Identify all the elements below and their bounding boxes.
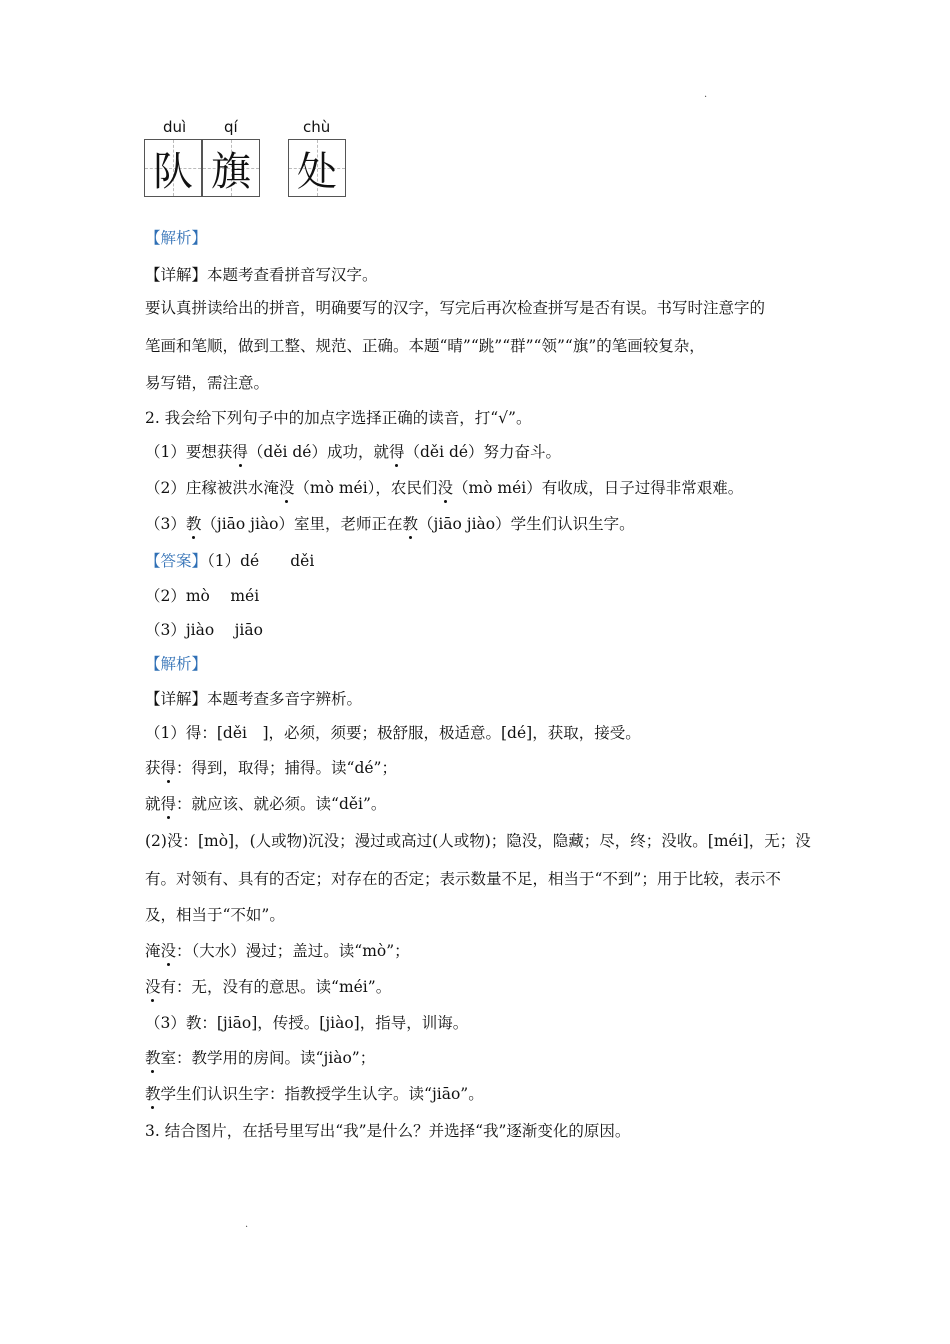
dotted-char: 没 xyxy=(437,479,453,497)
answer-label: 【答案】 xyxy=(145,552,208,570)
detail-text: 【详解】本题考查看拼音写汉字。 xyxy=(145,266,378,284)
dotted-char: 教 xyxy=(145,1085,161,1103)
char-cell xyxy=(288,139,346,197)
analysis-label: 【解析】 xyxy=(145,229,208,247)
paragraph: 笔画和笔顺，做到工整、规范、正确。本题“晴”“跳”“群”“领”“旗”的笔画较复杂， xyxy=(145,337,705,355)
explanation: 获得：得到，取得；捕得。读“dé”； xyxy=(145,759,397,777)
explanation: 教学生们认识生字：指教授学生认字。读“jiāo”。 xyxy=(145,1085,484,1103)
answer-line: （3）jiào jiāo xyxy=(145,621,263,639)
question-item: （3）教（jiāo jiào）室里，老师正在教（jiāo jiào）学生们认识生字。 xyxy=(145,515,635,533)
explanation: 及，相当于“不如”。 xyxy=(145,906,285,924)
explanation: (2)没：[mò]，(人或物)沉没；漫过或高过(人或物)；隐没，隐藏；尽，终；没收。[méi]，无；没 xyxy=(145,832,811,850)
paragraph: 要认真拼读给出的拼音，明确要写的汉字，写完后再次检查拼写是否有误。书写时注意字的 xyxy=(145,299,766,317)
paragraph: 易写错，需注意。 xyxy=(145,374,270,392)
question-item: （2）庄稼被洪水淹没（mò méi），农民们没（mò méi）有收成，日子过得非常艰难。 xyxy=(145,479,744,497)
pinyin-label: duì xyxy=(163,118,187,136)
dotted-char: 教 xyxy=(402,515,419,533)
dotted-char: 得 xyxy=(232,443,248,461)
explanation: 教室：教学用的房间。读“jiào”； xyxy=(145,1049,376,1067)
dotted-char: 没 xyxy=(278,479,295,497)
explanation: （1）得：[děi ]，必须，须要；极舒服，极适意。[dé]，获取，接受。 xyxy=(145,724,641,742)
char: 处 xyxy=(297,148,337,195)
char-cell xyxy=(202,139,260,197)
analysis-label: 【解析】 xyxy=(145,655,208,673)
dotted-char: 没 xyxy=(145,978,161,996)
explanation: （3）教：[jiāo]，传授。[jiào]，指导，训诲。 xyxy=(145,1014,469,1032)
char-cell xyxy=(144,139,202,197)
scan-mark: · xyxy=(704,92,708,103)
dotted-char: 教 xyxy=(145,1049,161,1067)
dotted-char: 教 xyxy=(185,515,202,533)
explanation: 没有：无，没有的意思。读“méi”。 xyxy=(145,978,392,996)
char: 队 xyxy=(153,148,193,195)
question-title: 2. 我会给下列句子中的加点字选择正确的读音，打“√”。 xyxy=(145,409,532,427)
explanation: 就得：就应该、就必须。读“děi”。 xyxy=(145,795,387,813)
pinyin-label: qí xyxy=(224,118,238,136)
dotted-char: 得 xyxy=(388,443,405,461)
scan-mark: · xyxy=(245,1222,249,1233)
question-title: 3. 结合图片，在括号里写出“我”是什么？并选择“我”逐渐变化的原因。 xyxy=(145,1122,631,1140)
pinyin-label: chù xyxy=(303,118,331,136)
answer-line: （2）mò méi xyxy=(145,587,260,605)
dotted-char: 得 xyxy=(160,759,177,777)
explanation: 淹没：（大水）漫过；盖过。读“mò”； xyxy=(145,942,410,960)
question-item: （1）要想获得（děi dé）成功，就得（děi dé）努力奋斗。 xyxy=(145,443,562,461)
dotted-char: 没 xyxy=(160,942,177,960)
dotted-char: 得 xyxy=(160,795,177,813)
char: 旗 xyxy=(211,148,251,195)
answer-line: 【答案】（1）dé děi xyxy=(145,552,315,570)
detail-text: 【详解】本题考查多音字辨析。 xyxy=(145,690,363,708)
explanation: 有。对领有、具有的否定；对存在的否定；表示数量不足，相当于“不到”；用于比较，表示不 xyxy=(145,870,781,888)
